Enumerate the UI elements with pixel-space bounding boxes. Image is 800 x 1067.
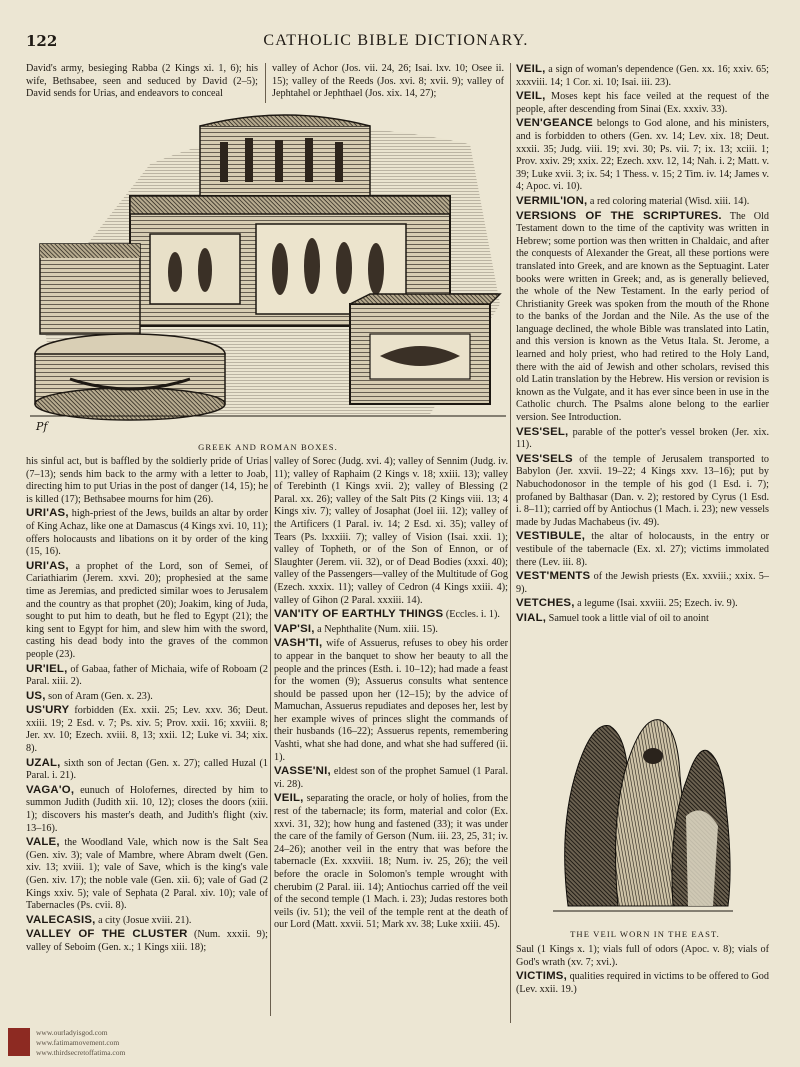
entry-headword: VEIL, [274, 792, 304, 805]
top-paragraph-a: David's army, besieging Rabba (2 Kings xi. 1, 6); his wife, Bethsabee, seen and seduced by David (2–5); David sends for Urias, and endeavors to conceal [26, 63, 258, 100]
entry-headword: US, [26, 689, 46, 702]
entry-text: sixth son of Jectan (Gen. x. 27); called Huzal (1 Paral. i. 21). [26, 757, 268, 782]
entry-headword: UR'IEL, [26, 662, 68, 675]
entry-text: the Woodland Vale, which now is the Salt Sea (Gen. xiv. 3); vale of Mambre, where Abram dwelt (Gen. xiv. 13; xviii. 1); vale of Save, which is the king's vale (Gen. xiv. 17); the noble vale (Gen. xii. 6); vale of Gad (2 Kings xxiv. 5); vale of Sephata (2 Paral. xiv. 10); vale of Tabernacles (Ps. cvii. 8). [26, 837, 268, 912]
entry-headword: VEST'MENTS [516, 570, 591, 583]
column-divider [270, 456, 271, 1016]
entry-text: a city (Josue xviii. 21). [95, 914, 192, 926]
entry-text: a Nephthalite (Num. xiii. 15). [314, 623, 438, 635]
entry-text: his sinful act, but is baffled by the soldierly pride of Urias (7–13); sends him back to the army with a letter to Joab, directing him to put Urias in the post of danger (14, 15); he is killed (17); Bethsabee mourns for him (26). [26, 456, 268, 505]
dictionary-entry [516, 970, 769, 996]
dictionary-entry [26, 560, 268, 662]
entry-text: (Eccles. i. 1). [443, 609, 500, 621]
veil-engraving [548, 706, 738, 926]
dictionary-entry [26, 928, 268, 954]
dictionary-entry [516, 570, 769, 596]
dictionary-entry [516, 944, 769, 969]
entry-text: of Gabaa, father of Michaia, wife of Roboam (2 Paral. xiii. 2). [26, 663, 268, 688]
page-header [26, 32, 766, 54]
dictionary-entry [274, 608, 508, 622]
engraver-signature: Pf [36, 420, 48, 433]
seal-icon [8, 1028, 30, 1056]
entry-text: belongs to God alone, and his ministers, and is forbidden to others (Gen. xv. 14; Lev. xix. 18; Deut. xxxii. 35; Judg. viii. 19; xvi. 30; Ps. vii. 7; ix. 13; xciii. 1; Prov. xxiv. 29; xxix. 22; Ezech. xxv. 12, 14; Nah. i. 2; Matt. v. 39; Luke xvii. 3; ix. 54; 1 Thess. v. 15; 2 Tim. iv. 14; James v. 4; Apoc. vi. 10). [516, 118, 769, 193]
column-right [516, 63, 769, 627]
dictionary-entry [274, 637, 508, 764]
entry-headword: VALE, [26, 836, 60, 849]
column-right-bottom [516, 944, 769, 997]
veil-illustration [548, 706, 738, 926]
entry-text: a red coloring material (Wisd. xiii. 14). [587, 195, 750, 207]
entry-text: high-priest of the Jews, builds an altar by order of King Achaz, like one at Damascus (4 Kings xvi. 10, 11); offers holocausts and libations on it by order of the king (15, 16). [26, 508, 268, 558]
entry-text: forbidden (Ex. xxii. 25; Lev. xxv. 36; Deut. xxiii. 19; 2 Esd. v. 7; Ps. xiv. 5; Prov. xxii. 16; xxviii. 8; Jer. xv. 10; Ezech. xviii. 8, 13; xxii. 12; Luke vi. 34; xix. 8). [26, 705, 268, 755]
dictionary-entry [26, 456, 268, 506]
entry-text: eunuch of Holofernes, directed by him to summon Judith (Judith xii. 10, 12); closes the doors (xiii. 1); discovers his master's death, and Judith's flight (xiv. 13–16). [26, 784, 268, 834]
entry-text: eldest son of the prophet Samuel (1 Paral. vi. 28). [274, 766, 508, 790]
watermark-footer [8, 1022, 268, 1062]
entry-text: (Num. xxxii. 9); valley of Seboim (Gen. x.; 1 Kings xiii. 18); [26, 929, 269, 953]
dictionary-entry [26, 690, 268, 704]
dictionary-entry [274, 456, 508, 607]
entry-text: valley of Sorec (Judg. xvi. 4); valley of Sennim (Judg. iv. 11); valley of Raphaim (2 Kings v. 18; xxiii. 13); valley of Terebinth (1 Kings xvii. 2); valley of Blessing (2 Paral. xx. 26); valley of the Salt Pits (2 Kings viii. 13; 4 Kings xiv. 7); valley of Josaphat (Joel iii. 12); valley of the Artificers (1 Paral. iv. 14; 2 Esd. xi. 35); valley of Tears (Ps. lxxxiii. 7); valley of Vision (Isai. xxii. 1); valley of Topheth, or of the Son of Ennon, or of Slaughter (Jerem. vii. 32), or of Dead Bodies (xxxi. 40); valley of the Passengers—valley of the Multitude of Gog (Ezech. xxxix. 11); valley of Cedron (4 Kings xxiii. 4); valley of Gihon (2 Paral. xxxiii. 14). [274, 456, 508, 606]
entry-headword: VES'SEL, [516, 425, 569, 438]
boxes-illustration [30, 104, 506, 436]
entry-text: a sign of woman's dependence (Gen. xx. 16; xxiv. 65; xxxviii. 14; 1 Cor. xi. 10; Isai. iii. 23). [516, 64, 769, 88]
entry-headword: VALLEY OF THE CLUSTER [26, 928, 188, 941]
footer-links [36, 1028, 125, 1058]
entry-headword: VES'SELS [516, 452, 573, 465]
top-text-col-b [272, 63, 504, 102]
boxes-engraving [30, 104, 506, 436]
entry-headword: VETCHES, [516, 597, 575, 610]
dictionary-entry [516, 63, 769, 89]
dictionary-entry [516, 530, 769, 569]
entry-text: son of Aram (Gen. x. 23). [45, 690, 153, 702]
entry-headword: VEIL, [516, 90, 546, 103]
top-paragraph-b: valley of Achor (Jos. vii. 24, 26; Isai. lxv. 10; Osee ii. 15); valley of the Reeds (Jos. xvi. 8; xvii. 9); valley of Jephtahel or Jephthael (Jos. xix. 14, 27); [272, 63, 504, 100]
dictionary-entry [516, 453, 769, 530]
dictionary-entry [516, 597, 769, 611]
page-number: 122 [26, 32, 58, 50]
entry-text: the altar of holocausts, in the entry or vestibule of the tabernacle (Ex. xl. 27); victims immolated there (Lev. iii. 8). [516, 531, 769, 568]
entry-headword: VEN'GEANCE [516, 117, 593, 130]
entry-headword: UZAL, [26, 756, 61, 769]
entry-headword: VICTIMS, [516, 970, 567, 983]
entry-text: a prophet of the Lord, son of Semei, of Cariathiarim (Jerem. xxvi. 20); prophesied at the same time as Jeremias, and predicted similar woes to Jerusalem and the country as that prophet (20); Joakim, king of Juda, sought to put him to death, but he fled to Egypt (21); the king sent to Egypt for him, and slew him with the sword, casting his dead body into the graves of the common people (23). [26, 560, 268, 660]
entry-text: qualities required in victims to be offered to God (Lev. xxii. 19.) [516, 971, 769, 995]
entry-headword: VERMIL'ION, [516, 194, 588, 207]
dictionary-entry [26, 757, 268, 783]
dictionary-entry [26, 914, 268, 928]
entry-text: a legume (Isai. xxviii. 25; Ezech. iv. 9). [574, 598, 738, 610]
dictionary-entry [516, 612, 769, 626]
entry-text: of the Jewish priests (Ex. xxviii.; xxix. 5–9). [516, 571, 769, 595]
figure-caption-boxes: GREEK AND ROMAN BOXES. [198, 442, 338, 452]
entry-headword: VAP'SI, [274, 622, 315, 635]
entry-headword: VASH'TI, [274, 637, 323, 650]
dictionary-entry [26, 784, 268, 835]
entry-text: separating the oracle, or holy of holies, from the rest of the tabernacle; its form, material and color (Ex. xxvi. 31, 32); how hung and fastened (33); it was under the care of the family of Gerson (Num. iii. 23, 25, 31; iv. 24–26); another veil in the entry that was before the tabernacle (Ex. xxxviii. 18; Num. iv. 25, 26); the veil before the oracle in Solomon's temple wrought with cherubim (2 Paral. iii. 14); Antiochus carried off the veil of the second temple (1 Mach. i. 23); Judas restores both veils (iv. 51); the veil of the temple rent at the death of our Lord (Matt. xxvii. 51; Mark xv. 38; Luke xxiii. 45). [274, 793, 508, 931]
dictionary-entry [516, 117, 769, 194]
dictionary-entry [274, 623, 508, 637]
dictionary-entry [26, 704, 268, 755]
footer-link[interactable]: www.fatimamovement.com [36, 1038, 120, 1047]
entry-text: of the temple of Jerusalem transported to Babylon (Jer. xxvii. 19–22; 4 Kings xxv. 13–16); put by Nabuchodonosor in the temple of his god (1 Esd. i. 7); profaned by Balthasar (Dan. v. 2); restored by Cyrus (1 Esd. i. 8–11); carried off by Antiochus (1 Mach. i. 23); new vessels made by Judas Machabeus (iv. 49). [516, 453, 769, 528]
entry-text: parable of the potter's vessel broken (Jer. xix. 11). [516, 426, 769, 451]
dictionary-entry [26, 507, 268, 558]
column-left [26, 456, 268, 956]
dictionary-entry [516, 426, 769, 452]
entry-text: Samuel took a little vial of oil to anoint [546, 612, 709, 624]
dictionary-entry [26, 663, 268, 689]
column-divider [265, 63, 266, 103]
entry-headword: US'URY [26, 704, 70, 717]
footer-link[interactable]: www.ourladyisgod.com [36, 1028, 108, 1037]
entry-headword: URI'AS, [26, 507, 69, 520]
entry-headword: VAGA'O, [26, 783, 75, 796]
entry-headword: URI'AS, [26, 559, 69, 572]
column-divider [510, 63, 511, 1023]
entry-headword: VAN'ITY OF EARTHLY THINGS [274, 608, 444, 621]
entry-headword: VESTIBULE, [516, 530, 586, 543]
column-middle [274, 456, 508, 933]
entry-headword: VALECASIS, [26, 913, 96, 926]
page-title: CATHOLIC BIBLE DICTIONARY. [263, 32, 529, 49]
entry-headword: VIAL, [516, 611, 547, 624]
entry-headword: VERSIONS OF THE SCRIPTURES. [516, 209, 722, 222]
entry-text: wife of Assuerus, refuses to obey his order to appear in the banquet to show her beauty to all the people and the princes (Esth. i. 10–12); had made a feast for the women (9); Assuerus consults what sentence should be passed upon her (12–15); by the advice of Mamuchan, Assuerus repudiates and deposes her, lest by her example wives of princes slight the commands of their husbands (16–22); Assuerus repents, remembering Vashti, what she had done, and what she had suffered (ii. 1). [274, 638, 508, 763]
entry-text: Saul (1 Kings x. 1); vials full of odors (Apoc. v. 8); vials of God's wrath (xv. 7; xvi.). [516, 944, 769, 968]
entry-headword: VEIL, [516, 63, 546, 75]
entry-text: The Old Testament down to the time of the captivity was written in Hebrew; some portion was then written in Chaldaic, and after the conquests of Alexander the Great, all these portions were translated into Greek, and are known as the Septuagint. Later books were written in Greek; and, as is generally believed, the whole of the New Testament. In the early period of Christianity Greek was spoken from the mouth of the Rhone to the banks of the Jordan and the Nile. As the use of the language declined, the whole Bible was translated into Latin, and this version is known as the Vetus Itala. St. Jerome, a learned and holy priest, who had retired to the Holy Land, there with the aid of Jewish and other scholars, revised this old Latin translation by the Hebrew. His version or revision is known as the Vulgate, and it has ever since been in use in the Catholic church. The Psalms alone belong to the earlier version. See Introduction. [516, 210, 769, 424]
dictionary-entry [516, 90, 769, 116]
footer-link[interactable]: www.thirdsecretoffatima.com [36, 1048, 126, 1057]
dictionary-entry [274, 792, 508, 932]
entry-headword: VASSE'NI, [274, 765, 331, 778]
figure-caption-veil: THE VEIL WORN IN THE EAST. [570, 929, 720, 939]
dictionary-entry [274, 765, 508, 791]
dictionary-entry [516, 210, 769, 425]
dictionary-entry [516, 195, 769, 209]
top-text-col-a [26, 63, 258, 102]
dictionary-entry [26, 836, 268, 913]
entry-text: Moses kept his face veiled at the request of the people, after descending from Sinai (Ex. xxxiv. 33). [516, 91, 769, 115]
